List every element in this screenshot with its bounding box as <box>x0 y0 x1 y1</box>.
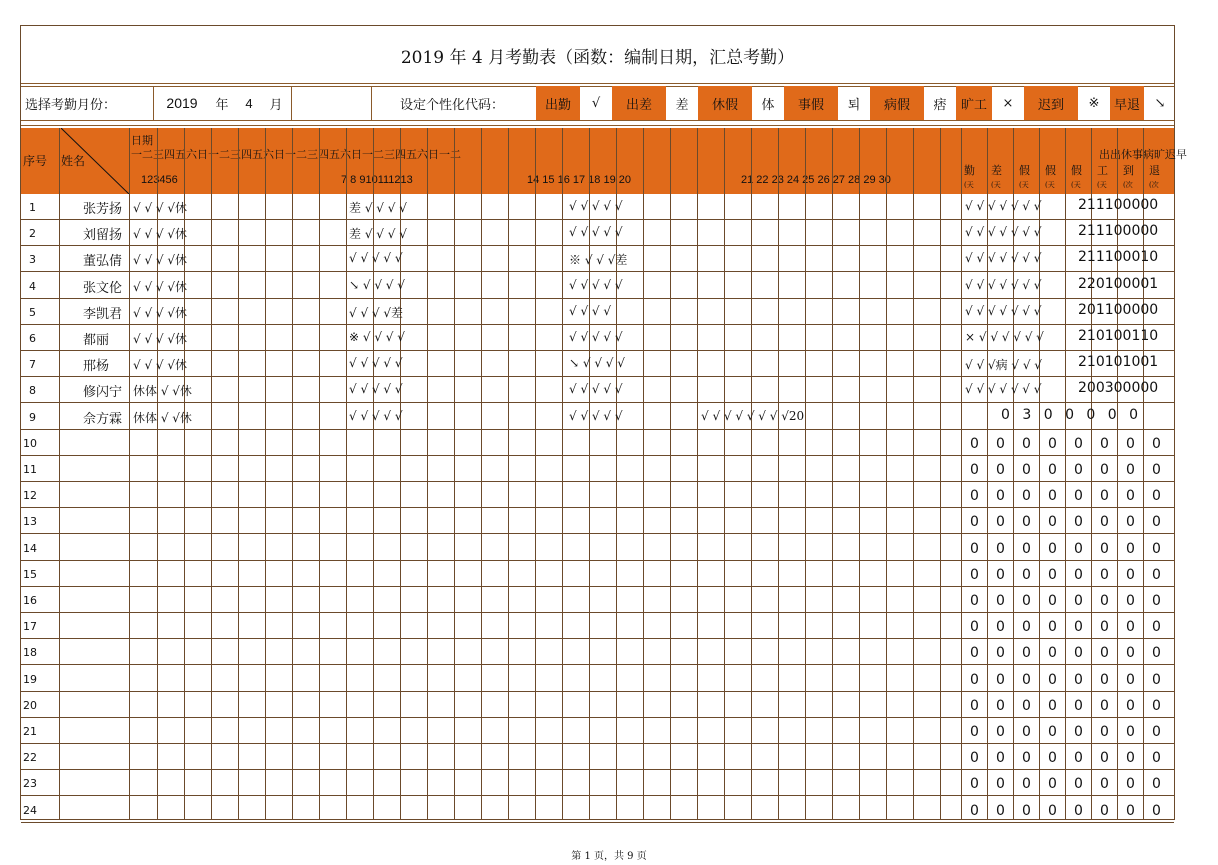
employee-name[interactable] <box>83 512 123 530</box>
summary-zero: 0 <box>1152 566 1161 583</box>
week-3-marks[interactable]: √ √ √ √ √ <box>569 199 623 213</box>
row-number: 8 <box>29 384 36 398</box>
summary-zero: 0 <box>970 462 979 478</box>
summary-zero: 0 <box>1048 724 1057 740</box>
summary-zero: 0 <box>1100 802 1109 819</box>
row-number: 3 <box>29 253 36 267</box>
late-month-marks[interactable]: √ √ √ √ √ √ √ <box>965 303 1042 318</box>
week-1-marks[interactable]: √ √ √ √休 <box>133 227 188 242</box>
week-2-marks[interactable]: √ √ √ √ √ <box>349 251 403 266</box>
employee-name[interactable] <box>83 565 123 583</box>
summary-zero: 0 <box>1074 540 1083 557</box>
row-number: 24 <box>23 803 37 817</box>
table-row <box>21 770 1174 796</box>
summary-zero: 0 <box>1022 671 1031 688</box>
summary-zero: 0 <box>1048 540 1057 557</box>
table-row <box>21 351 1174 377</box>
week-1-marks[interactable]: √ √ √ √休 <box>133 332 188 346</box>
summary-zero: 0 <box>1074 750 1083 767</box>
summary-zero: 0 <box>1100 593 1109 609</box>
row-number: 6 <box>29 332 36 345</box>
late-month-marks[interactable]: √ √ √ √ √ √ √ <box>965 225 1042 240</box>
summary-zero: 0 <box>1100 750 1109 767</box>
summary-values: 211100000 <box>1078 197 1159 213</box>
employee-name[interactable] <box>83 722 123 740</box>
summary-zero: 0 <box>1152 750 1161 767</box>
summary-values: 210101001 <box>1078 354 1159 371</box>
summary-zero: 0 <box>1152 776 1161 793</box>
week-2-marks[interactable]: 差 √ √ √ √ <box>349 227 407 242</box>
divider <box>21 120 1174 121</box>
summary-zero: 0 <box>1152 697 1161 714</box>
table-row <box>21 666 1174 692</box>
sum-unit-7: (次 <box>1123 181 1133 189</box>
summary-zero: 0 <box>996 566 1005 583</box>
summary-zero: 0 <box>1022 802 1031 819</box>
summary-zero: 0 <box>996 776 1005 793</box>
summary-zero: 0 <box>1074 619 1083 636</box>
summary-values: 201100000 <box>1078 301 1159 318</box>
summary-zero: 0 <box>1152 488 1161 505</box>
table-row <box>21 587 1174 613</box>
summary-zero: 0 <box>1126 724 1135 740</box>
custom-code-label: 设定个性化代码： <box>399 97 504 113</box>
summary-zero: 0 <box>1152 619 1161 636</box>
summary-zero: 0 <box>1126 697 1135 714</box>
summary-zero: 0 <box>1152 462 1161 478</box>
summary-zero: 0 <box>996 802 1005 819</box>
table-row <box>21 535 1174 561</box>
sum-unit-2: (天 <box>991 181 1001 189</box>
summary-zero: 0 <box>970 724 979 740</box>
summary-zero: 0 <box>1048 619 1057 636</box>
summary-zero: 0 <box>996 435 1005 452</box>
summary-zero: 0 <box>1100 724 1109 740</box>
summary-zero: 0 <box>996 488 1005 505</box>
week-1-marks[interactable]: √ √ √ √休 <box>133 253 188 268</box>
sum-col-5: 假 <box>1071 164 1082 177</box>
summary-zero: 0 <box>1048 566 1057 583</box>
summary-zero: 0 <box>1048 802 1057 819</box>
summary-zero: 0 <box>1152 724 1161 740</box>
employee-name[interactable] <box>83 774 123 792</box>
code-input-attend[interactable]: √ <box>591 95 601 111</box>
row-number: 18 <box>23 646 37 660</box>
summary-zero: 0 <box>1074 514 1083 531</box>
summary-zero: 0 <box>1022 776 1031 793</box>
summary-zero: 0 <box>1126 488 1135 505</box>
attendance-sheet <box>20 25 1187 820</box>
row-number: 13 <box>23 515 37 529</box>
summary-zero: 0 <box>970 645 979 662</box>
late-month-marks[interactable]: × √ √ √ √ √ √ <box>965 330 1044 344</box>
summary-zero: 0 <box>1074 435 1083 452</box>
table-row <box>21 430 1174 456</box>
summary-zero: 0 <box>970 750 979 767</box>
week-3-marks[interactable]: √ √ √ √ √ <box>569 382 623 397</box>
summary-zero: 0 <box>1100 619 1109 636</box>
sum-col-8: 退 <box>1149 164 1160 177</box>
summary-zero: 0 <box>1100 671 1109 688</box>
summary-zero: 0 <box>1074 462 1083 478</box>
divider <box>371 86 372 120</box>
table-row <box>21 325 1174 351</box>
week-2-marks[interactable]: ↘ √ √ √ √ <box>349 277 405 292</box>
summary-zero: 0 <box>970 619 979 636</box>
summary-zero: 0 <box>970 593 979 609</box>
employee-name[interactable] <box>83 670 123 688</box>
late-month-marks[interactable]: √ √ √ √ √ √ √ <box>965 199 1042 213</box>
summary-zero: 0 <box>1126 435 1135 452</box>
summary-zero: 0 <box>970 435 979 452</box>
summary-zero: 0 <box>1126 566 1135 583</box>
table-row <box>21 194 1174 220</box>
summary-zero: 0 <box>1022 462 1031 478</box>
employee-name[interactable] <box>83 486 123 504</box>
summary-values: 0 3 0 0 0 0 0 <box>1001 406 1143 423</box>
code-input-early[interactable]: ↘ <box>1154 95 1166 111</box>
employee-name[interactable]: 佘方霖 <box>83 411 123 427</box>
row-number: 2 <box>29 227 36 241</box>
divider <box>21 125 1174 126</box>
summary-zero: 0 <box>1100 435 1109 452</box>
summary-zero: 0 <box>996 724 1005 740</box>
summary-zero: 0 <box>1074 593 1083 609</box>
summary-zero: 0 <box>1048 462 1057 478</box>
summary-top: 出出休事病旷迟早 <box>1099 148 1187 161</box>
table-row <box>21 377 1174 403</box>
employee-name[interactable] <box>83 617 123 635</box>
summary-zero: 0 <box>1126 750 1135 767</box>
sum-col-2: 差 <box>991 164 1002 177</box>
code-input-sick[interactable]: 痞 <box>933 97 947 113</box>
month-input[interactable]: 4 <box>245 95 253 111</box>
table-header <box>21 128 1187 194</box>
row-number: 19 <box>23 672 37 686</box>
summary-zero: 0 <box>970 802 979 819</box>
week-3-marks[interactable]: √ √ √ √ √ <box>569 277 623 292</box>
sum-col-1: 勤 <box>964 164 975 177</box>
employee-name[interactable]: 董弘倩 <box>83 254 123 270</box>
employee-name[interactable]: 李凯君 <box>83 306 123 322</box>
weekday-row: 一二三四五六日一二三四五六日一二三四五六日一二三四五六日一二 <box>131 148 461 161</box>
table-row <box>21 508 1174 534</box>
row-number: 22 <box>23 751 37 765</box>
diagonal-line <box>61 128 129 194</box>
week-1-marks[interactable]: 休体 √ √休 <box>133 410 192 425</box>
summary-values: 200300000 <box>1078 380 1159 397</box>
summary-values: 211100010 <box>1078 249 1159 266</box>
settings-bar <box>21 86 1174 120</box>
summary-zero: 0 <box>996 697 1005 714</box>
summary-zero: 0 <box>1152 671 1161 688</box>
code-name-trip: 出差 <box>612 86 666 120</box>
row-number: 5 <box>29 305 36 319</box>
week-2-marks[interactable]: 差 √ √ √ √ <box>349 201 407 215</box>
sum-unit-5: (天 <box>1071 181 1081 189</box>
sum-col-3: 假 <box>1019 164 1030 177</box>
week-1-marks[interactable]: √ √ √ √休 <box>133 201 188 215</box>
summary-zero: 0 <box>1074 645 1083 662</box>
summary-zero: 0 <box>1022 488 1031 505</box>
week-2-marks[interactable]: √ √ √ √差 <box>349 305 404 320</box>
table-row <box>21 482 1174 508</box>
days-2: 7 8 910111213 <box>341 174 413 186</box>
summary-zero: 0 <box>1126 645 1135 662</box>
summary-zero: 0 <box>970 488 979 505</box>
summary-zero: 0 <box>1022 593 1031 609</box>
table-row <box>21 718 1174 744</box>
summary-zero: 0 <box>1152 540 1161 557</box>
table-row <box>21 639 1174 665</box>
summary-zero: 0 <box>1126 776 1135 793</box>
week-1-marks[interactable]: 休体 √ √休 <box>133 384 192 399</box>
summary-zero: 0 <box>1048 645 1057 662</box>
summary-zero: 0 <box>1048 593 1057 609</box>
row-number: 21 <box>23 725 37 738</box>
summary-zero: 0 <box>1152 435 1161 452</box>
summary-zero: 0 <box>1100 776 1109 793</box>
summary-zero: 0 <box>970 671 979 688</box>
summary-zero: 0 <box>996 514 1005 531</box>
sum-col-4: 假 <box>1045 164 1056 177</box>
row-number: 1 <box>29 201 36 214</box>
code-input-personal[interactable]: 퇴 <box>847 97 861 113</box>
summary-zero: 0 <box>1022 514 1031 531</box>
summary-zero: 0 <box>996 750 1005 767</box>
employee-name[interactable]: 张文伦 <box>83 280 123 296</box>
week-1-marks[interactable]: √ √ √ √休 <box>133 358 188 373</box>
page-footer: 第 1 页，共 9 页 <box>571 851 647 862</box>
employee-name[interactable] <box>83 748 123 766</box>
summary-zero: 0 <box>1152 802 1161 819</box>
summary-zero: 0 <box>1126 593 1135 609</box>
summary-zero: 0 <box>1022 435 1031 452</box>
summary-zero: 0 <box>1074 697 1083 714</box>
code-input-trip[interactable]: 差 <box>675 97 689 113</box>
late-month-marks[interactable]: √ √ √ √ √ √ √ <box>965 251 1042 266</box>
week-3-marks[interactable]: √ √ √ √ √ <box>569 225 623 240</box>
row-line <box>21 822 1174 823</box>
employee-name[interactable]: 修闪宁 <box>83 385 123 401</box>
row-number: 23 <box>23 777 37 791</box>
code-name-absent: 旷工 <box>956 86 992 120</box>
summary-zero: 0 <box>996 593 1005 609</box>
col-seq: 序号 <box>23 154 48 168</box>
month-unit: 月 <box>269 97 283 113</box>
summary-zero: 0 <box>970 566 979 583</box>
late-month-marks[interactable]: √ √ √病 √ √ √ <box>965 358 1042 373</box>
week-4-marks[interactable]: √ √ √ √ √ √ √ √20 <box>701 408 805 423</box>
table-row <box>21 692 1174 718</box>
row-number: 11 <box>23 463 37 476</box>
summary-zero: 0 <box>1100 488 1109 505</box>
summary-zero: 0 <box>1074 776 1083 793</box>
summary-zero: 0 <box>1100 697 1109 714</box>
summary-zero: 0 <box>1022 750 1031 767</box>
table-row <box>21 404 1174 430</box>
summary-zero: 0 <box>1022 697 1031 714</box>
summary-values: 220100001 <box>1078 275 1159 292</box>
summary-zero: 0 <box>1100 462 1109 478</box>
summary-zero: 0 <box>1126 514 1135 531</box>
sum-unit-1: (天 <box>964 181 974 189</box>
week-1-marks[interactable]: √ √ √ √休 <box>133 305 188 320</box>
employee-name[interactable] <box>83 434 123 452</box>
code-name-late: 迟到 <box>1024 86 1078 120</box>
employee-name[interactable] <box>83 591 123 609</box>
code-name-sick: 病假 <box>870 86 924 120</box>
table-row <box>21 273 1174 299</box>
days-1: 123456 <box>141 174 178 186</box>
code-name-attend: 出勤 <box>536 86 580 120</box>
summary-zero: 0 <box>970 540 979 557</box>
summary-zero: 0 <box>1126 671 1135 688</box>
summary-zero: 0 <box>1074 671 1083 688</box>
week-2-marks[interactable]: ※ √ √ √ √ <box>349 330 405 344</box>
row-number: 12 <box>23 489 37 503</box>
summary-zero: 0 <box>1152 593 1161 609</box>
summary-zero: 0 <box>1048 750 1057 767</box>
table-row <box>21 744 1174 770</box>
sum-col-6: 工 <box>1097 164 1108 177</box>
summary-zero: 0 <box>1074 488 1083 505</box>
summary-zero: 0 <box>1126 619 1135 636</box>
table-row <box>21 246 1174 272</box>
summary-zero: 0 <box>1100 645 1109 662</box>
week-2-marks[interactable]: √ √ √ √ √ <box>349 408 403 423</box>
summary-zero: 0 <box>970 776 979 793</box>
week-3-marks[interactable]: ↘ √ √ √ √ <box>569 356 625 371</box>
summary-zero: 0 <box>1152 514 1161 531</box>
sum-unit-8: (次 <box>1149 181 1159 189</box>
summary-zero: 0 <box>1100 566 1109 583</box>
summary-zero: 0 <box>1048 514 1057 531</box>
summary-zero: 0 <box>1048 488 1057 505</box>
employee-name[interactable] <box>83 539 123 557</box>
row-number: 10 <box>23 436 37 450</box>
employee-name[interactable] <box>83 460 123 478</box>
sum-col-7: 到 <box>1123 164 1134 177</box>
week-3-marks[interactable]: √ √ √ √ <box>569 303 612 318</box>
summary-zero: 0 <box>1126 462 1135 478</box>
summary-values: 211100000 <box>1078 223 1159 240</box>
summary-zero: 0 <box>970 697 979 714</box>
summary-zero: 0 <box>1126 802 1135 819</box>
summary-values: 210100110 <box>1078 328 1159 344</box>
summary-zero: 0 <box>970 514 979 531</box>
code-input-holiday[interactable]: 体 <box>761 97 775 113</box>
summary-zero: 0 <box>1100 514 1109 531</box>
code-name-early: 早退 <box>1110 86 1144 120</box>
table-row <box>21 456 1174 482</box>
days-3: 14 15 16 17 18 19 20 <box>527 174 631 186</box>
summary-zero: 0 <box>1022 724 1031 740</box>
divider <box>21 83 1174 84</box>
sum-unit-6: (天 <box>1097 181 1107 189</box>
table-row <box>21 613 1174 639</box>
table-row <box>21 220 1174 246</box>
late-month-marks[interactable]: √ √ √ √ √ √ √ <box>965 382 1042 397</box>
code-input-absent[interactable]: × <box>1002 95 1014 111</box>
summary-zero: 0 <box>1048 776 1057 793</box>
employee-name[interactable] <box>83 696 123 714</box>
sheet-title: 2019 年 4 月考勤表（函数：编制日期，汇总考勤） <box>400 47 795 68</box>
sum-unit-4: (天 <box>1045 181 1055 189</box>
summary-zero: 0 <box>1048 671 1057 688</box>
row-number: 9 <box>29 410 36 424</box>
code-name-personal: 事假 <box>784 86 838 120</box>
table-row <box>21 561 1174 587</box>
summary-zero: 0 <box>1100 540 1109 557</box>
row-number: 17 <box>23 620 37 634</box>
summary-zero: 0 <box>996 671 1005 688</box>
employee-name[interactable] <box>83 801 123 819</box>
col-date: 日期 <box>131 134 153 147</box>
row-number: 20 <box>23 698 37 712</box>
code-name-holiday: 休假 <box>698 86 752 120</box>
summary-zero: 0 <box>1126 540 1135 557</box>
week-1-marks[interactable]: √ √ √ √休 <box>133 279 188 294</box>
month-select-label: 选择考勤月份： <box>25 97 117 113</box>
code-input-late[interactable]: ※ <box>1088 95 1100 111</box>
col-name: 姓名 <box>61 154 86 168</box>
summary-zero: 0 <box>1074 566 1083 583</box>
table-row <box>21 299 1174 325</box>
table-row <box>21 797 1174 823</box>
employee-name[interactable]: 刘留扬 <box>83 228 123 244</box>
row-number: 15 <box>23 567 37 581</box>
week-3-marks[interactable]: √ √ √ √ √ <box>569 330 623 344</box>
summary-zero: 0 <box>1048 435 1057 452</box>
late-month-marks[interactable]: √ √ √ √ √ √ √ <box>965 277 1042 292</box>
row-number: 7 <box>29 358 36 372</box>
row-number: 4 <box>29 279 36 293</box>
summary-zero: 0 <box>1152 645 1161 662</box>
employee-name[interactable]: 张芳扬 <box>83 202 123 217</box>
week-2-marks[interactable]: √ √ √ √ √ <box>349 382 403 397</box>
week-2-marks[interactable]: √ √ √ √ √ <box>349 356 403 371</box>
row-number: 16 <box>23 594 37 607</box>
summary-zero: 0 <box>1074 802 1083 819</box>
days-4: 21 22 23 24 25 26 27 28 29 30 <box>741 174 891 186</box>
week-3-marks[interactable]: ※ √ √ √差 <box>569 253 628 268</box>
summary-zero: 0 <box>996 540 1005 557</box>
employee-name[interactable]: 都丽 <box>83 333 110 348</box>
employee-name[interactable] <box>83 643 123 661</box>
sum-unit-3: (天 <box>1019 181 1029 189</box>
summary-zero: 0 <box>1022 645 1031 662</box>
employee-name[interactable]: 邢杨 <box>83 359 110 375</box>
week-3-marks[interactable]: √ √ √ √ √ <box>569 408 623 423</box>
divider <box>291 86 292 120</box>
summary-zero: 0 <box>996 619 1005 636</box>
summary-zero: 0 <box>1022 540 1031 557</box>
year-input[interactable]: 2019 <box>166 95 198 111</box>
divider <box>153 86 154 120</box>
summary-zero: 0 <box>1074 724 1083 740</box>
summary-zero: 0 <box>1048 697 1057 714</box>
summary-zero: 0 <box>996 462 1005 478</box>
summary-zero: 0 <box>1022 566 1031 583</box>
year-unit: 年 <box>215 97 229 113</box>
summary-zero: 0 <box>1022 619 1031 636</box>
summary-zero: 0 <box>996 645 1005 662</box>
row-number: 14 <box>23 541 37 555</box>
